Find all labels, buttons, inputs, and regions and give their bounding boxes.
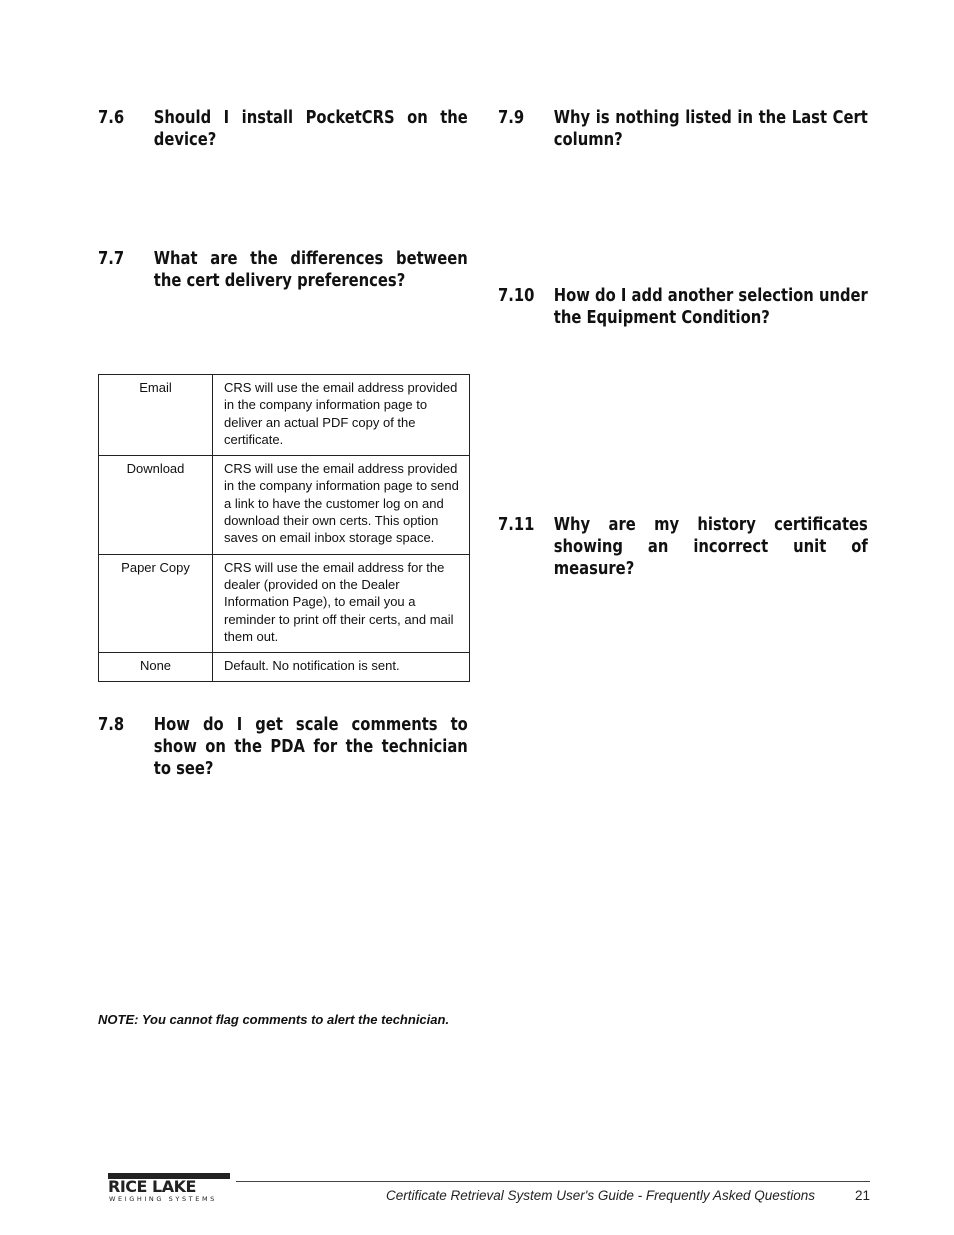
rice-lake-logo — [108, 1173, 232, 1205]
delivery-preferences-table — [98, 374, 470, 682]
description-cell: CRS will use the email address provided in the company information page to deliver an actual PDF copy of the certificate. — [213, 375, 470, 456]
footer-title: Certificate Retrieval System User's Guide - Frequently Asked Questions — [386, 1188, 815, 1203]
section-title: How do I add another selection under the Equipment Condition? — [553, 285, 868, 328]
option-cell: Paper Copy — [99, 554, 213, 652]
description-cell: CRS will use the email address provided in the company information page to send a link to have the customer log on and download their own certs. This option saves on email inbox storage space. — [213, 456, 470, 554]
option-cell: Email — [99, 375, 213, 456]
section-number: 7.11 — [498, 514, 535, 535]
table-row — [99, 456, 470, 554]
table-row — [99, 375, 470, 456]
note-text: NOTE: You cannot flag comments to alert the technician. — [98, 1012, 450, 1027]
table-row — [99, 554, 470, 652]
section-title: What are the differences between the cert delivery preferences? — [153, 248, 468, 291]
section-number: 7.9 — [498, 107, 525, 128]
option-cell: None — [99, 653, 213, 682]
section-title: How do I get scale comments to show on the PDA for the technician to see? — [153, 714, 468, 779]
section-number: 7.7 — [98, 248, 125, 269]
page-number: 21 — [855, 1188, 871, 1203]
logo-sub-text: WEIGHING SYSTEMS — [109, 1195, 217, 1203]
section-number: 7.6 — [98, 107, 125, 128]
section-number: 7.10 — [498, 285, 535, 306]
logo-main-text: RICE LAKE — [108, 1177, 196, 1196]
section-title: Why is nothing listed in the Last Cert column? — [553, 107, 868, 150]
table-row — [99, 653, 470, 682]
option-cell: Download — [99, 456, 213, 554]
section-title: Why are my history certificates showing an incorrect unit of measure? — [553, 514, 868, 579]
section-number: 7.8 — [98, 714, 125, 735]
footer-divider — [236, 1181, 870, 1182]
section-title: Should I install PocketCRS on the device? — [153, 107, 468, 150]
description-cell: CRS will use the email address for the dealer (provided on the Dealer Information Page), to email you a reminder to print off their certs, and mail them out. — [213, 554, 470, 652]
description-cell: Default. No notification is sent. — [213, 653, 470, 682]
